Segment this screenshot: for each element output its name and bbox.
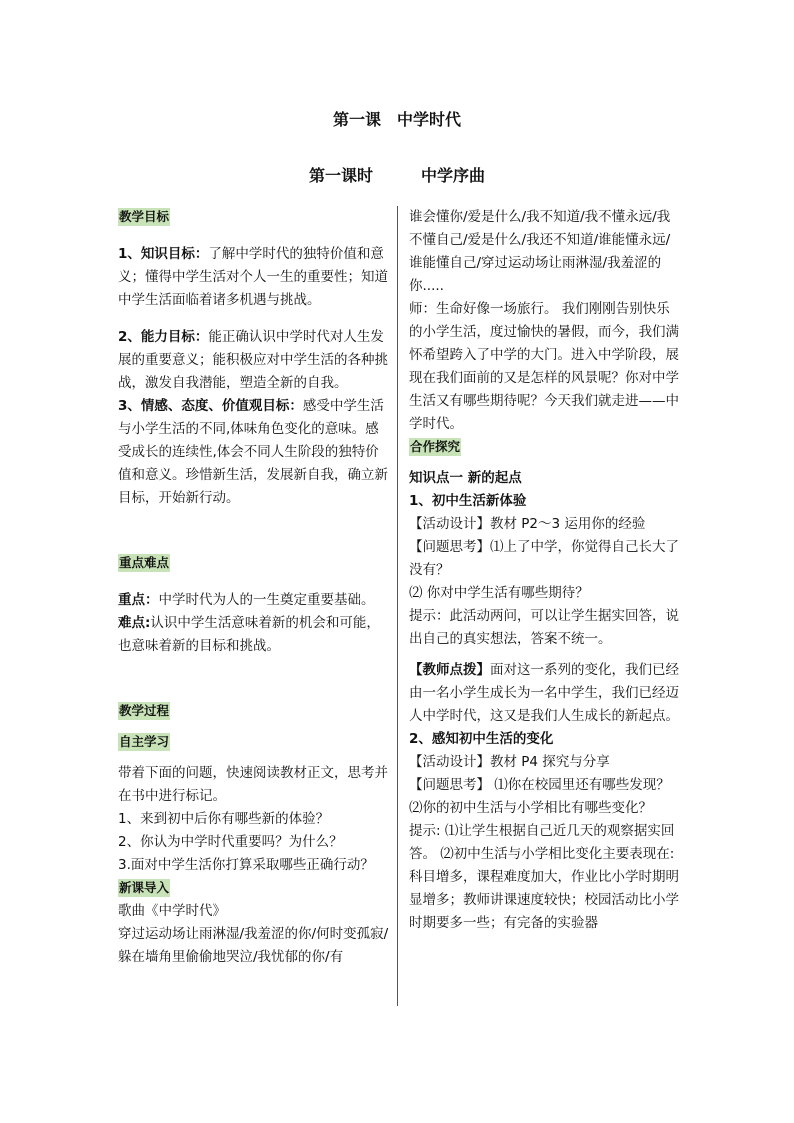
page-title: 第一课 中学时代: [332, 110, 461, 129]
teacher-tip: [409, 659, 679, 728]
section-1-title: 1、初中生活新体验: [409, 493, 527, 509]
think-1-label: 【问题思考】: [409, 539, 490, 555]
activity-1-text: 教材 P2～3 运用你的经验: [490, 516, 646, 532]
goal-3-label: 3、情感、态度、价值观目标：: [118, 398, 303, 414]
difficulty-point: [118, 612, 390, 658]
goal-2-text: 能正确认识中学时代对人生发展的重要意义；能积极应对中学生活的各种挑战，激发自我潜能，塑造全新的自我。: [118, 329, 388, 391]
key-point: [118, 589, 390, 612]
goal-2: [118, 326, 390, 395]
think-2-question-2: ⑵你的初中生活与小学相比有哪些变化？: [409, 800, 652, 816]
think-1-question-2: ⑵ 你对中学生活有哪些期待？: [409, 585, 589, 601]
coop-heading: 合作探究: [410, 439, 461, 454]
goal-3-text: 感受中学生活与小学生活的不同,体味角色变化的意味。感受成长的连续性,体会不同人生阶段的独特价值和意义。珍惜新生活，发展新自我，确立新目标，开始新行动。: [118, 398, 388, 506]
goals-heading: 教学目标: [119, 209, 170, 224]
activity-1-label: 【活动设计】: [409, 516, 490, 532]
self-study-heading: 自主学习: [119, 734, 170, 749]
think-2-text: ⑴你在校园里还有哪些发现？: [490, 777, 670, 793]
section-2-title: 2、感知初中生活的变化: [409, 731, 554, 747]
difficulty-label: 难点:: [118, 615, 151, 631]
song-title: 歌曲《中学时代》: [118, 903, 226, 919]
intro-text: 带着下面的问题，快速阅读教材正文，思考并在书中进行标记。: [118, 765, 388, 804]
lyrics-continued: 谁会懂你/爱是什么/我不知道/我不懂永远/我不懂自己/爱是什么/我还不知道/谁能懂永远/谁能懂自己/穿过运动场让雨淋湿/我羞涩的你.....: [409, 209, 671, 294]
activity-2-text: 教材 P4 探究与分享: [490, 754, 610, 770]
teacher-intro: 师：生命好像一场旅行。 我们刚刚告别快乐的小学生活，度过愉快的暑假，而今，我们满怀希望跨入了中学的大门。进入中学阶段，展现在我们面前的又是怎样的风景呢？你对中学生活又有哪些期待呢？今天我们就走进——中学时代。: [409, 301, 679, 432]
activity-2: [409, 751, 679, 774]
think-2: [409, 774, 679, 797]
goal-1-label: 1、知识目标：: [118, 246, 209, 262]
column-divider: [397, 206, 398, 1006]
key-label: 重点：: [118, 592, 159, 608]
new-lesson-heading: 新课导入: [119, 880, 170, 895]
difficulty-text: 认识中学生活意味着新的机会和可能，也意味着新的目标和挑战。: [118, 615, 380, 654]
left-column: [118, 206, 390, 969]
teacher-tip-text: 面对这一系列的变化，我们已经由一名小学生成长为一名中学生，我们已经迈人中学时代，这又是我们人生成长的新起点。: [409, 662, 679, 724]
goal-1: [118, 243, 390, 312]
knowledge-point-1: 知识点一 新的起点: [409, 470, 522, 486]
goal-2-label: 2、能力目标：: [118, 329, 209, 345]
think-1: [409, 536, 679, 582]
think-2-label: 【问题思考】: [409, 777, 490, 793]
lyrics-start: 穿过运动场让雨淋湿/我羞涩的你/何时变孤寂/躲在墙角里偷偷地哭泣/我忧郁的你/有: [118, 926, 389, 965]
activity-2-label: 【活动设计】: [409, 754, 490, 770]
think-1-text: ⑴上了中学，你觉得自己长大了没有？: [409, 539, 679, 578]
hint-1: 提示：此活动两问，可以让学生据实回答，说出自己的真实想法，答案不统一。: [409, 608, 679, 647]
activity-1: [409, 513, 679, 536]
goal-1-text: 了解中学时代的独特价值和意义；懂得中学生活对个人一生的重要性；知道中学生活面临着诸多机遇与挑战。: [118, 246, 388, 308]
right-column: [409, 206, 679, 935]
process-heading: 教学过程: [119, 703, 170, 718]
key-points-heading: 重点难点: [119, 555, 170, 570]
question-3: 3.面对中学生活你打算采取哪些正确行动？: [118, 857, 374, 873]
key-text: 中学时代为人的一生奠定重要基础。: [158, 592, 375, 608]
teacher-tip-label: 【教师点拨】: [409, 662, 490, 678]
goal-3: [118, 395, 390, 510]
hint-2: 提示: ⑴让学生根据自己近几天的观察据实回答。 ⑵初中生活与小学相比变化主要表现在: 科目增多，课程难度加大，作业比小学时期明显增多；教师讲课速度较快；校园活动比小学时期要多一些；有完备的实验器: [409, 823, 679, 931]
question-2: 2、你认为中学时代重要吗？为什么？: [118, 834, 343, 850]
question-1: 1、来到初中后你有哪些新的体验？: [118, 811, 330, 827]
page-subtitle: 第一课时 中学序曲: [308, 166, 485, 185]
